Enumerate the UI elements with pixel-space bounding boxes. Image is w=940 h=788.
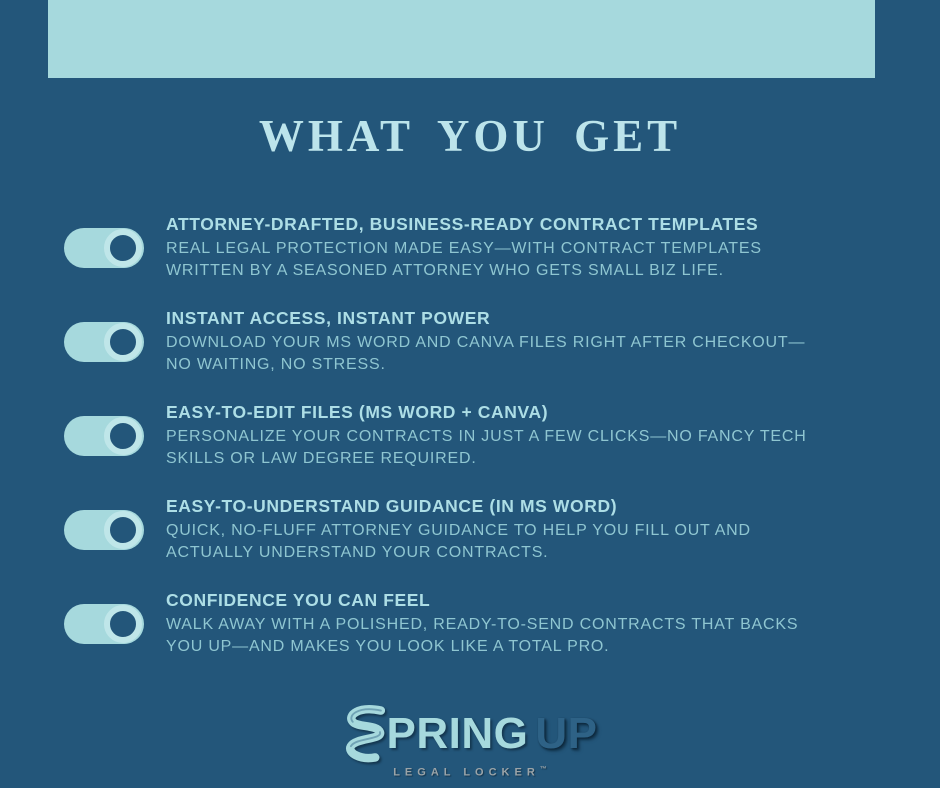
features-list: [64, 213, 844, 658]
toggle-switch-5[interactable]: [64, 604, 144, 644]
toggle-knob: [104, 229, 142, 267]
toggle-switch-4[interactable]: [64, 510, 144, 550]
feature-description: QUICK, NO-FLUFF ATTORNEY GUIDANCE TO HELP YOU FILL OUT AND ACTUALLY UNDERSTAND YOUR CONTRACTS.: [166, 522, 751, 561]
feature-text-3: [166, 401, 814, 470]
trademark-symbol: ™: [539, 766, 547, 773]
toggle-knob: [104, 511, 142, 549]
feature-item-3: [64, 401, 844, 470]
brand-tagline: [393, 766, 547, 779]
brand-wordmark: [343, 704, 598, 764]
brand-logo: [0, 704, 940, 779]
page-title: WHAT YOU GET: [258, 111, 682, 161]
feature-description: DOWNLOAD YOUR MS WORD AND CANVA FILES RIGHT AFTER CHECKOUT—NO WAITING, NO STRESS.: [166, 334, 806, 373]
feature-text-5: [166, 589, 814, 658]
toggle-switch-2[interactable]: [64, 322, 144, 362]
brand-name-dark: UP: [535, 709, 598, 758]
feature-description: WALK AWAY WITH A POLISHED, READY-TO-SEND CONTRACTS THAT BACKS YOU UP—AND MAKES YOU LOOK LIKE A TOTAL PRO.: [166, 616, 799, 655]
feature-item-4: [64, 495, 844, 564]
feature-text-4: [166, 495, 814, 564]
brand-name-light: PRING: [386, 709, 529, 758]
feature-title: CONFIDENCE YOU CAN FEEL: [166, 590, 431, 610]
feature-text-2: [166, 307, 814, 376]
feature-text-1: [166, 213, 814, 282]
feature-title: INSTANT ACCESS, INSTANT POWER: [166, 308, 491, 328]
spring-icon: [343, 704, 385, 764]
feature-item-5: [64, 589, 844, 658]
toggle-switch-1[interactable]: [64, 228, 144, 268]
toggle-knob: [104, 417, 142, 455]
toggle-knob: [104, 323, 142, 361]
top-accent-bar: [48, 0, 875, 78]
feature-title: EASY-TO-UNDERSTAND GUIDANCE (IN MS WORD): [166, 496, 618, 516]
feature-title: ATTORNEY-DRAFTED, BUSINESS-READY CONTRACT TEMPLATES: [166, 214, 759, 234]
feature-description: PERSONALIZE YOUR CONTRACTS IN JUST A FEW CLICKS—NO FANCY TECH SKILLS OR LAW DEGREE REQUIRED.: [166, 428, 807, 467]
feature-item-2: [64, 307, 844, 376]
brand-tagline-text: LEGAL LOCKER: [393, 766, 540, 779]
feature-item-1: [64, 213, 844, 282]
feature-description: REAL LEGAL PROTECTION MADE EASY—WITH CONTRACT TEMPLATES WRITTEN BY A SEASONED ATTORNEY WHO GETS SMALL BIZ LIFE.: [166, 240, 762, 279]
toggle-knob: [104, 605, 142, 643]
feature-title: EASY-TO-EDIT FILES (MS WORD + CANVA): [166, 402, 549, 422]
toggle-switch-3[interactable]: [64, 416, 144, 456]
